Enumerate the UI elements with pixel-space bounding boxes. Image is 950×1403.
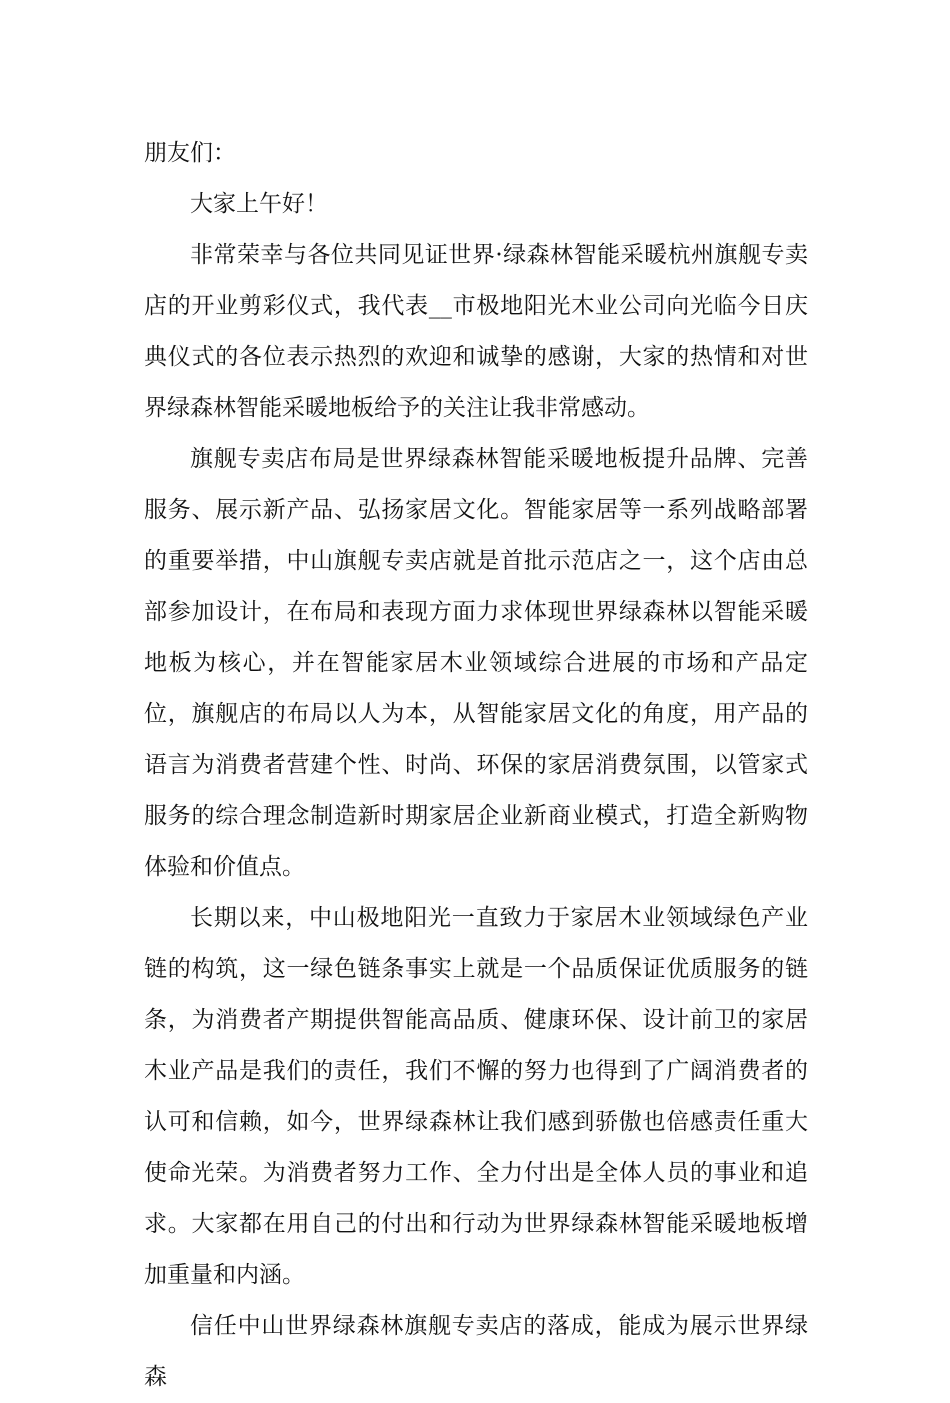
salutation: 朋友们：	[144, 140, 236, 166]
paragraph-green-chain: 长期以来，中山极地阳光一直致力于家居木业领域绿色产业链的构筑，这一绿色链条事实上就是一个品质保证优质服务的链条，为消费者产期提供智能高品质、健康环保、设计前卫的家居木业产品是我们的责任，我们不懈的努力也得到了广阔消费者的认可和信赖，如今，世界绿森林让我们感到骄傲也倍感责任重大使命光荣。为消费者努力工作、全力付出是全体人员的事业和追求。大家都在用自己的付出和行动为世界绿森林智能采暖地板增加重量和内涵。	[144, 905, 808, 1288]
paragraph-store-layout: 旗舰专卖店布局是世界绿森林智能采暖地板提升品牌、完善服务、展示新产品、弘扬家居文化。智能家居等一系列战略部署的重要举措，中山旗舰专卖店就是首批示范店之一，这个店由总部参加设计，在布局和表现方面力求体现世界绿森林以智能采暖地板为核心，并在智能家居木业领域综合进展的市场和产品定位，旗舰店的布局以人为本，从智能家居文化的角度，用产品的语言为消费者营建个性、时尚、环保的家居消费氛围，以管家式服务的综合理念制造新时期家居企业新商业模式，打造全新购物体验和价值点。	[144, 446, 808, 880]
paragraph-welcome: 非常荣幸与各位共同见证世界·绿森林智能采暖杭州旗舰专卖店的开业剪彩仪式，我代表__市极地阳光木业公司向光临今日庆典仪式的各位表示热烈的欢迎和诚挚的感谢，大家的热情和对世界绿森林智能采暖地板给予的关注让我非常感动。	[144, 242, 808, 421]
paragraph-greeting: 大家上午好！	[190, 191, 328, 217]
document-body	[144, 128, 808, 1403]
paragraph-trust: 信任中山世界绿森林旗舰专卖店的落成，能成为展示世界绿森	[144, 1313, 808, 1390]
